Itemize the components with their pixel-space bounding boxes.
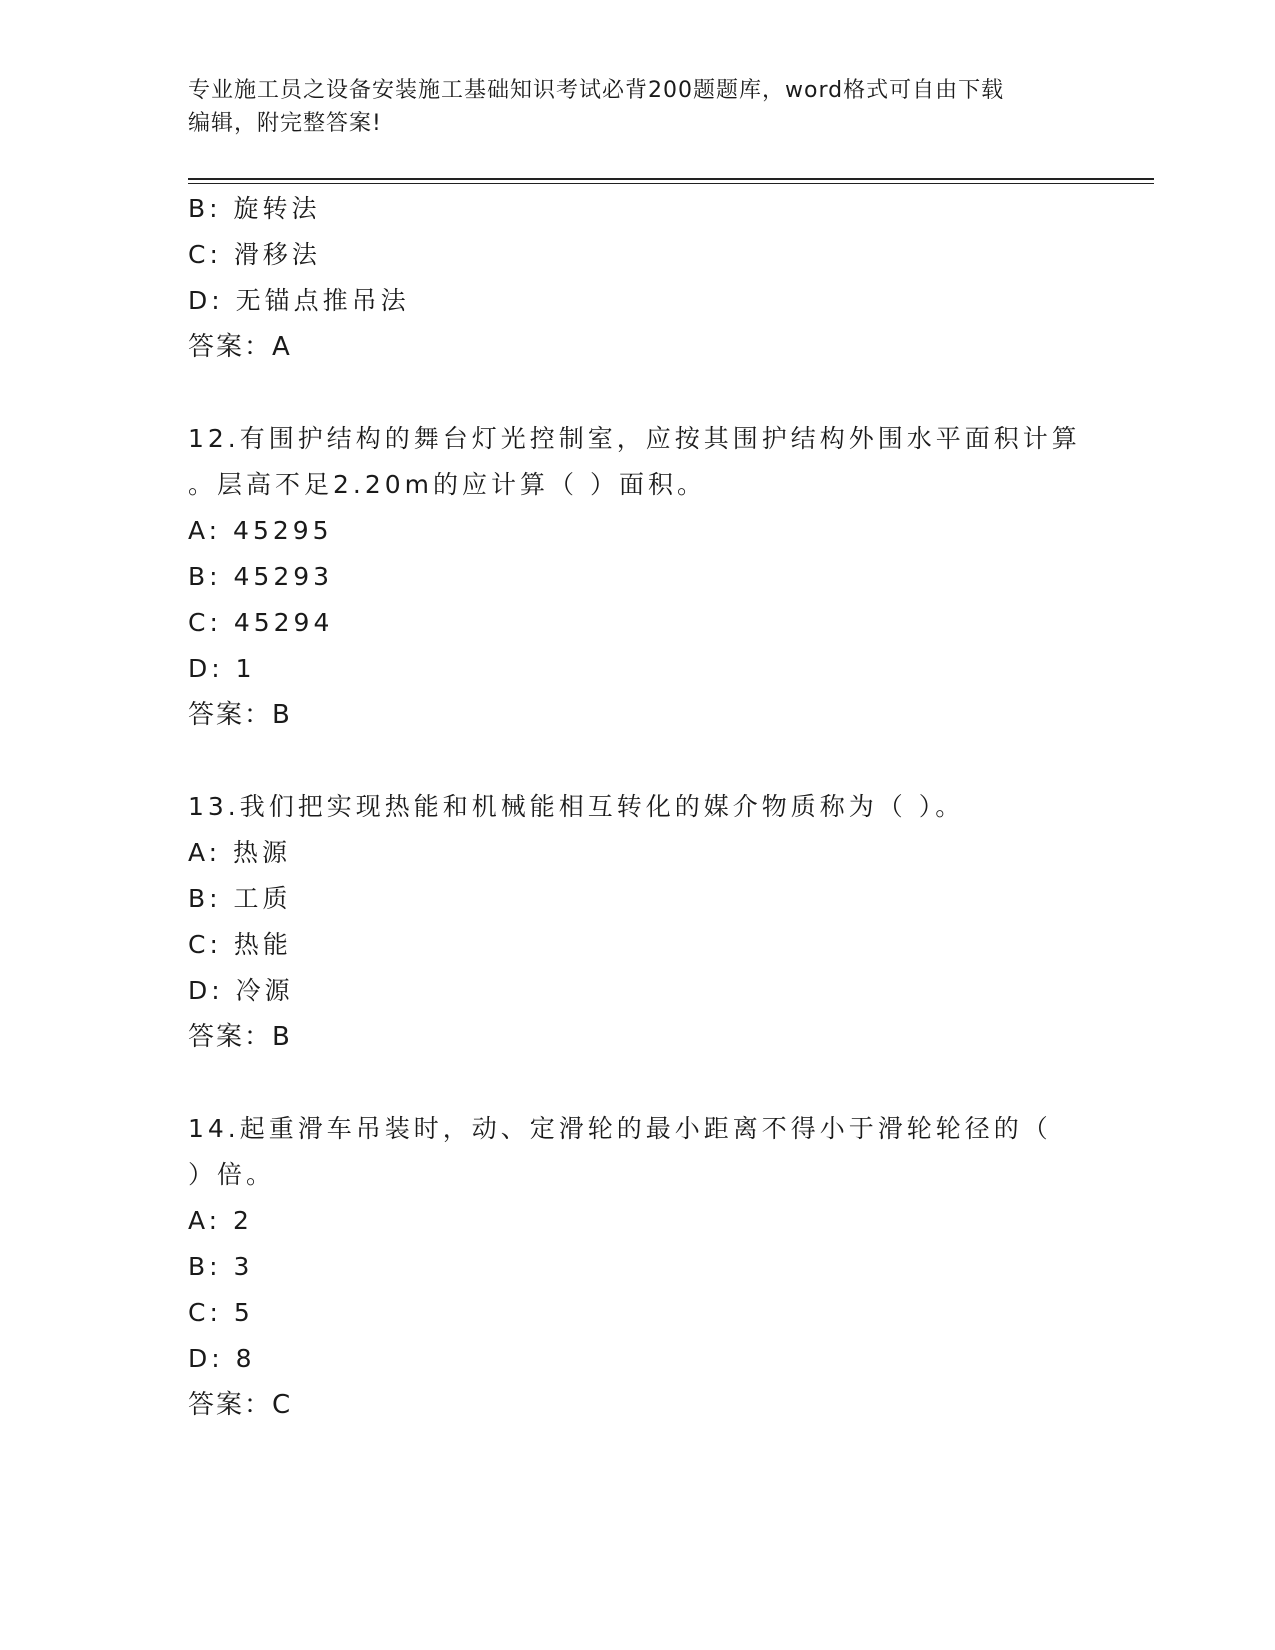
question-11-continued (188, 186, 1088, 370)
option-c: C: 45294 (188, 608, 334, 637)
document-header (188, 74, 1088, 140)
option-b: B: 工质 (188, 884, 292, 913)
option-d: D: 冷源 (188, 976, 294, 1005)
option-b: B: 3 (188, 1252, 254, 1281)
question-text-line-2: 。层高不足2.20m的应计算（ ）面积。 (188, 470, 706, 499)
document-body (188, 186, 1088, 1428)
question-text-line-2: ）倍。 (188, 1160, 276, 1189)
answer-line: 答案：A (188, 332, 292, 362)
option-a: A: 2 (188, 1206, 253, 1235)
option-d: D: 无锚点推吊法 (188, 286, 410, 315)
header-divider-thick (188, 178, 1154, 180)
answer-line: 答案：C (188, 1390, 293, 1420)
answer-line: 答案：B (188, 700, 292, 730)
option-b: B: 45293 (188, 562, 334, 591)
option-d: D: 8 (188, 1344, 256, 1373)
option-c: C: 热能 (188, 930, 292, 959)
option-a: A: 热源 (188, 838, 292, 867)
option-a: A: 45295 (188, 516, 333, 545)
option-b: B: 旋转法 (188, 194, 321, 223)
header-divider-thin (188, 183, 1154, 184)
question-text-line-1: 13.我们把实现热能和机械能相互转化的媒介物质称为（ ）。 (188, 792, 965, 821)
option-d: D: 1 (188, 654, 256, 683)
header-line-2: 编辑，附完整答案! (188, 111, 382, 136)
option-c: C: 滑移法 (188, 240, 321, 269)
option-c: C: 5 (188, 1298, 254, 1327)
header-line-1: 专业施工员之设备安装施工基础知识考试必背200题题库，word格式可自由下载 (188, 78, 1005, 103)
question-12 (188, 416, 1088, 738)
question-text-line-1: 14.起重滑车吊装时，动、定滑轮的最小距离不得小于滑轮轮径的（ (188, 1114, 1052, 1143)
question-13 (188, 784, 1088, 1060)
question-14 (188, 1106, 1088, 1428)
answer-line: 答案：B (188, 1022, 292, 1052)
question-text-line-1: 12.有围护结构的舞台灯光控制室，应按其围护结构外围水平面积计算 (188, 424, 1081, 453)
